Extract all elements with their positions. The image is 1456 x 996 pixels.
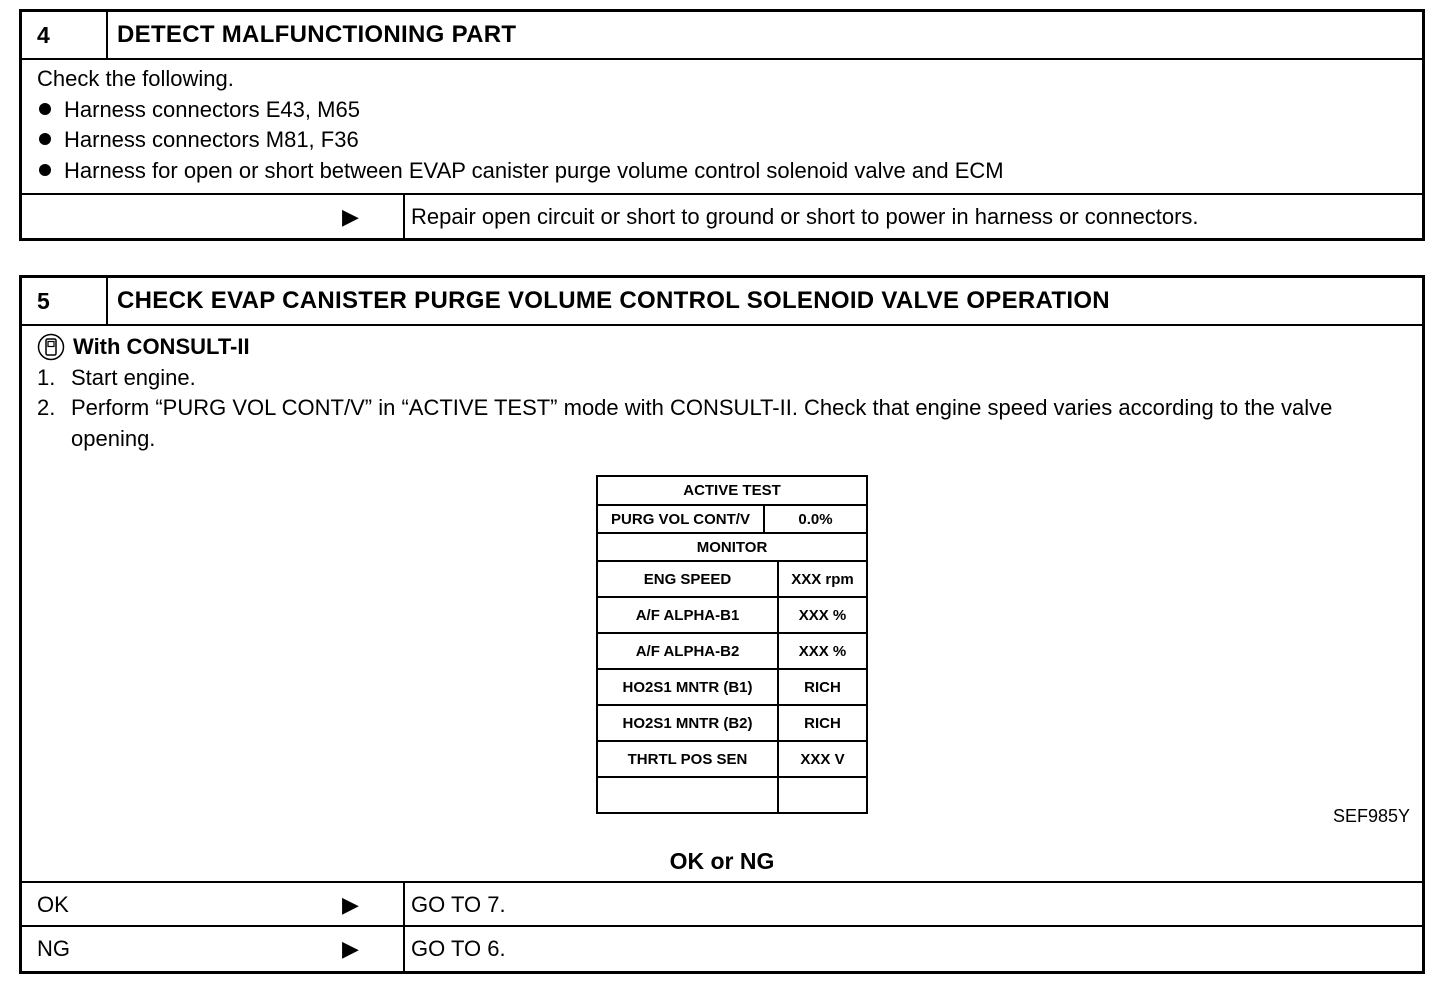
monitor-label — [598, 778, 779, 812]
bullet-icon — [39, 103, 51, 115]
arrow-right-icon: ▶ — [342, 936, 359, 961]
test-item: PURG VOL CONT/V — [598, 506, 765, 532]
arrow-right-icon: ▶ — [342, 204, 359, 229]
result-row — [22, 193, 1422, 239]
step-4-box — [19, 9, 1425, 241]
active-test-table — [596, 475, 868, 814]
table-row — [598, 534, 866, 562]
step-5-box — [19, 275, 1425, 974]
step-body — [37, 332, 1392, 454]
monitor-value: RICH — [804, 714, 841, 732]
test-item-value: 0.0% — [798, 510, 833, 528]
bullet-item: Harness for open or short between EVAP canister purge volume control solenoid valve and ECM — [37, 156, 1412, 187]
step-header — [22, 12, 1422, 60]
table-row — [598, 670, 866, 706]
outcome-row-ng — [22, 925, 1422, 971]
intro-text: Check the following. — [37, 66, 234, 91]
step-title: DETECT MALFUNCTIONING PART — [117, 21, 517, 48]
monitor-label: THRTL POS SEN — [598, 742, 779, 776]
outcome-result: GO TO 6. — [411, 936, 506, 961]
outcome-label: OK — [37, 892, 69, 917]
figure-code: SEF985Y — [1332, 806, 1410, 826]
table-header: ACTIVE TEST — [683, 482, 781, 499]
monitor-label: A/F ALPHA-B1 — [598, 598, 779, 632]
procedure-step: 1. Start engine. — [37, 364, 196, 390]
monitor-label: HO2S1 MNTR (B1) — [598, 670, 779, 704]
consult-tool-icon — [37, 333, 65, 361]
bullet-item: Harness connectors M81, F36 — [37, 125, 1412, 156]
monitor-header: MONITOR — [696, 538, 768, 556]
monitor-label: ENG SPEED — [598, 562, 779, 596]
divider — [403, 883, 405, 927]
procedure-step: 2. Perform “PURG VOL CONT/V” in “ACTIVE TEST” mode with CONSULT-II. Check that engine speed varies according to the valve opening. — [37, 395, 1333, 451]
step-header — [22, 278, 1422, 326]
table-row — [598, 562, 866, 598]
table-row — [598, 506, 866, 534]
bullet-icon — [39, 164, 51, 176]
monitor-label: HO2S1 MNTR (B2) — [598, 706, 779, 740]
table-row — [598, 477, 866, 506]
monitor-label: A/F ALPHA-B2 — [598, 634, 779, 668]
monitor-value: XXX V — [800, 750, 845, 768]
divider — [403, 195, 405, 239]
table-row — [598, 742, 866, 778]
monitor-value — [779, 778, 866, 812]
monitor-value: XXX rpm — [791, 570, 854, 588]
monitor-value: XXX % — [798, 606, 847, 624]
table-row — [598, 706, 866, 742]
with-consult-label: With CONSULT-II — [37, 332, 1392, 363]
bullet-item: Harness connectors E43, M65 — [37, 95, 1412, 126]
outcome-row-ok — [22, 881, 1422, 927]
divider — [403, 927, 405, 971]
table-row — [598, 634, 866, 670]
outcome-result: GO TO 7. — [411, 892, 506, 917]
table-row — [598, 778, 866, 812]
bullet-icon — [39, 133, 51, 145]
step-body — [37, 64, 1412, 186]
step-number: 5 — [22, 278, 108, 324]
monitor-value: XXX % — [798, 642, 847, 660]
arrow-right-icon: ▶ — [342, 892, 359, 917]
outcome-label: NG — [37, 936, 70, 961]
decision-label: OK or NG — [669, 848, 775, 874]
table-row — [598, 598, 866, 634]
result-text: Repair open circuit or short to ground or short to power in harness or connectors. — [411, 204, 1199, 229]
step-title: CHECK EVAP CANISTER PURGE VOLUME CONTROL SOLENOID VALVE OPERATION — [117, 287, 1110, 314]
monitor-value: RICH — [804, 678, 841, 696]
step-number: 4 — [22, 12, 108, 58]
